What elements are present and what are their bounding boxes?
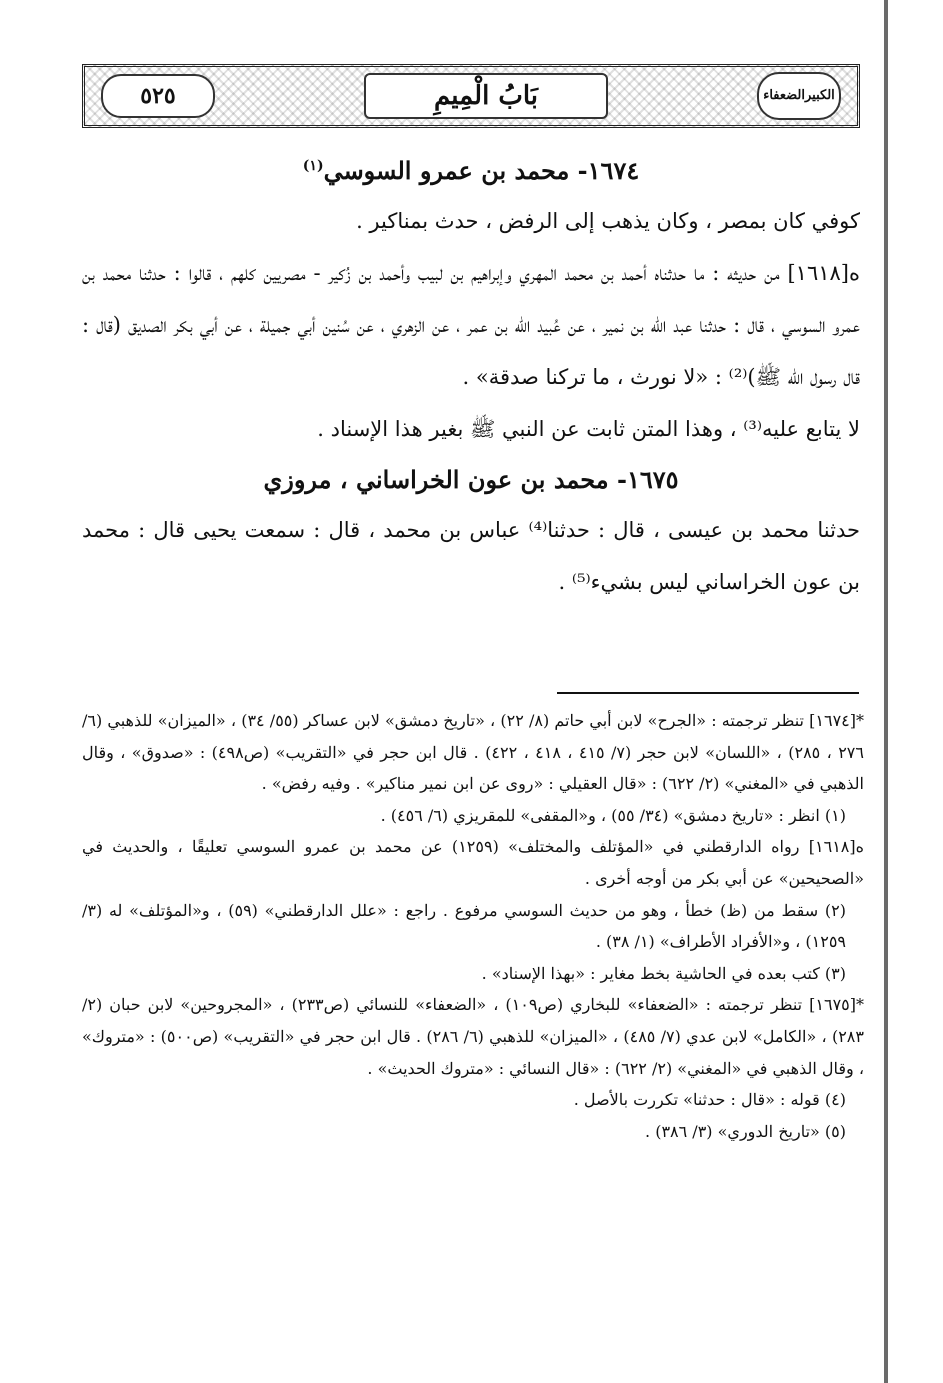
page-header	[82, 64, 860, 128]
footnote: (٥) «تاريخ الدوري» (٣/ ٣٨٦) .	[645, 1121, 846, 1141]
footnote: *[١٦٧٥] تنظر ترجمته : «الضعفاء» للبخاري (ص١٠٩) ، «الضعفاء» للنسائي (ص٢٣٣) ، «المجروحين» لابن حبان (٢/ ٢٨٣) ، «الكامل» لابن عدي (٧/ ٤٨٥) ، «الميزان» للذهبي (٦/ ٢٨٦) . قال ابن حجر في «التقريب» (ص٥٠٠) : «متروك» ، وقال الذهبي في «المغني» (٢/ ٦٢٢) : «قال النسائي : «متروك الحديث» .	[82, 995, 865, 1078]
entry-title: ١٦٧٤- محمد بن عمرو السوسي$^{(١)}$	[302, 156, 640, 185]
footnote: (٤) قوله : «قال : حدثنا» تكررت بالأصل .	[573, 1090, 846, 1110]
main-text	[82, 150, 860, 608]
footnote-divider	[557, 692, 859, 694]
logo-line-2: الكبير	[805, 88, 835, 103]
footnote: (١) انظر : «تاريخ دمشق» (٣٤/ ٥٥) ، و«المقفى» للمقريزي (٦/ ٤٥٦) .	[380, 805, 846, 825]
book-logo	[757, 72, 841, 120]
entry-paragraph: كوفي كان بمصر ، وكان يذهب إلى الرفض ، حدث بمناكير .	[356, 209, 860, 233]
footnote: *[١٦٧٤] تنظر ترجمته : «الجرح» لابن أبي حاتم (٨/ ٢٢) ، «تاريخ دمشق» لابن عساكر (٥٥/ ٣٤) ، «الميزان» للذهبي (٦/ ٢٧٦ ، ٢٨٥) ، «اللسان» لابن حجر (٧/ ٤١٥ ، ٤١٨ ، ٤٢٢) . قال ابن حجر في «التقريب» (ص٤٩٨) : «صدوق» ، وقال الذهبي في «المغني» (٢/ ٦٢٢) : «قال العقيلي : «روى عن ابن نمير مناكير» . وفيه رفض» .	[82, 711, 864, 794]
entry-title: ١٦٧٥- محمد بن عون الخراساني ، مروزي	[263, 465, 679, 494]
chapter-title: بَابُ الْمِيمِ	[364, 73, 608, 119]
page-number: ٥٢٥	[101, 74, 215, 118]
hadith-paragraph: ه[١٦١٨] من حديثه : ما حدثناه أحمد بن محمد المهري وإبراهيم بن لبيب وأحمد بن زُكير - مصريين كلهم ، قالوا : حدثنا محمد بن عمرو السوسي ، قال : حدثنا عبد الله بن نمير ، عن عُبيد الله بن عمر ، عن الزهري ، عن سُنين أبي جميلة ، عن أبي بكر الصديق (قال : قال رسول الله ﷺ)⁽²⁾ : «لا نورث ، ما تركنا صدقة» .	[82, 261, 860, 389]
footnote: (٢) سقط من (ظ) خطأ ، وهو من حديث السوسي مرفوع . راجع : «علل الدارقطني» (٥٩) ، و«المؤتلف» له (٣/ ١٢٥٩) ، و«الأفراد الأطراف» (١/ ٣٨) .	[82, 900, 846, 952]
footnote: (٣) كتب بعده في الحاشية بخط مغاير : «بهذا الإسناد» .	[481, 963, 846, 983]
footnotes	[82, 705, 864, 1147]
entry-paragraph: حدثنا محمد بن عيسى ، قال : حدثنا⁽⁴⁾ عباس بن محمد ، قال : سمعت يحيى قال : محمد بن عون الخراساني ليس بشيء⁽⁵⁾ .	[82, 518, 860, 594]
logo-line-1: الضعفاء	[763, 88, 805, 103]
footnote: ه[١٦١٨] رواه الدارقطني في «المؤتلف والمختلف» (١٢٥٩) عن محمد بن عمرو السوسي تعليقًا ، والحديث في «الصحيحين» عن أبي بكر من أوجه أخرى .	[82, 837, 864, 888]
title-note-marker: (١)	[302, 158, 324, 174]
page-spine-shadow	[884, 0, 888, 1383]
entry-paragraph: لا يتابع عليه⁽³⁾ ، وهذا المتن ثابت عن النبي ﷺ بغير هذا الإسناد .	[317, 417, 860, 441]
